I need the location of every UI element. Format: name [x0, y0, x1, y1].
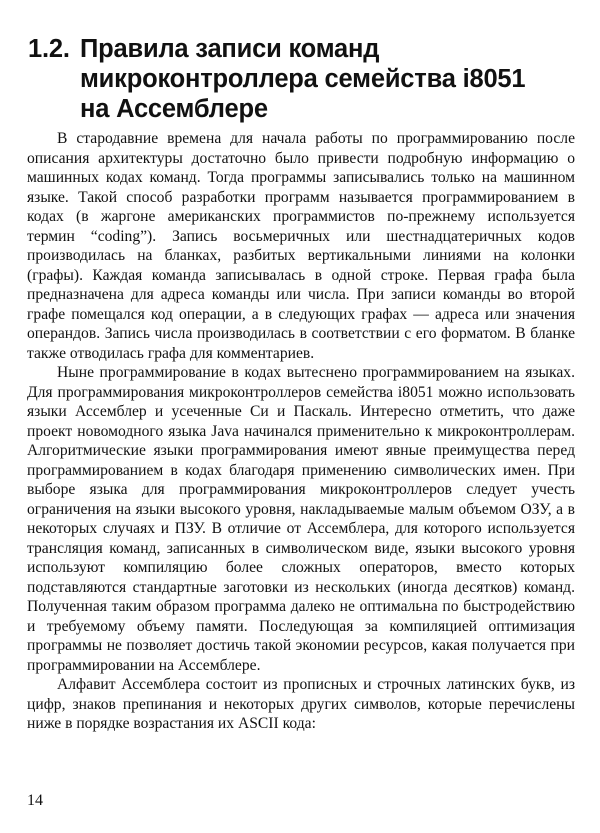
section-title-line-1: Правила записи команд [80, 35, 380, 63]
section-title-line-2: микроконтроллера семейства i8051 [80, 65, 526, 93]
paragraph-3: Алфавит Ассемблера состоит из прописных и строчных латинских букв, из цифр, знаков препинания и некоторых других символов, которые перечислены ниже в порядке возрастания их ASCII кода: [27, 676, 575, 732]
section-heading [28, 34, 588, 124]
body-text [27, 129, 575, 734]
section-heading-line-1 [28, 34, 588, 64]
page-number: 14 [27, 792, 43, 809]
section-title-line-3: на Ассемблере [80, 95, 268, 123]
section-number: 1.2. [28, 35, 70, 63]
paragraph-1: В стародавние времена для начала работы по программированию после описания архитектуры достаточно было привести подробную информацию о машинных кодах команд. Тогда программы записывались только на машинном языке. Такой способ разработки программ называется программированием в кодах (в жаргоне американских программистов по-прежнему используется термин “coding”). Запись восьмеричных или шестнадцатеричных кодов производилась на бланках, разбитых вертикальными линиями на колонки (графы). Каждая команда записывалась в одной строке. Первая графа была предназначена для адреса команды или числа. При записи команды во второй графе помещался код операции, а в следующих графах — адреса или значения операндов. Запись числа производилась в соответствии с его форматом. В бланке также отводилась графа для комментариев. [27, 130, 575, 362]
paragraph-2: Ныне программирование в кодах вытеснено программированием на языках. Для программирования микроконтроллеров семейства i8051 можно использовать языки Ассемблер и усеченные Си и Паскаль. Интересно отметить, что даже проект новомодного языка Java начинался применительно к микроконтроллерам. Алгоритмические языки программирования имеют явные преимущества перед программированием в кодах благодаря применению символических имен. При выборе языка для программирования микроконтроллеров следует учесть ограничения на языки высокого уровня, накладываемые малым объемом ОЗУ, а в некоторых случаях и ПЗУ. В отличие от Ассемблера, для которого используется трансляция команд, записанных в символическом виде, языки высокого уровня используют компиляцию более сложных операторов, вместо которых подставляются стандартные заготовки из нескольких (иногда десятков) команд. Полученная таким образом программа далеко не оптимальна по быстродействию и требуемому объему памяти. Последующая за компиляцией оптимизация программы не позволяет достичь такой экономии ресурсов, какая получается при программировании на Ассемблере. [27, 364, 575, 674]
